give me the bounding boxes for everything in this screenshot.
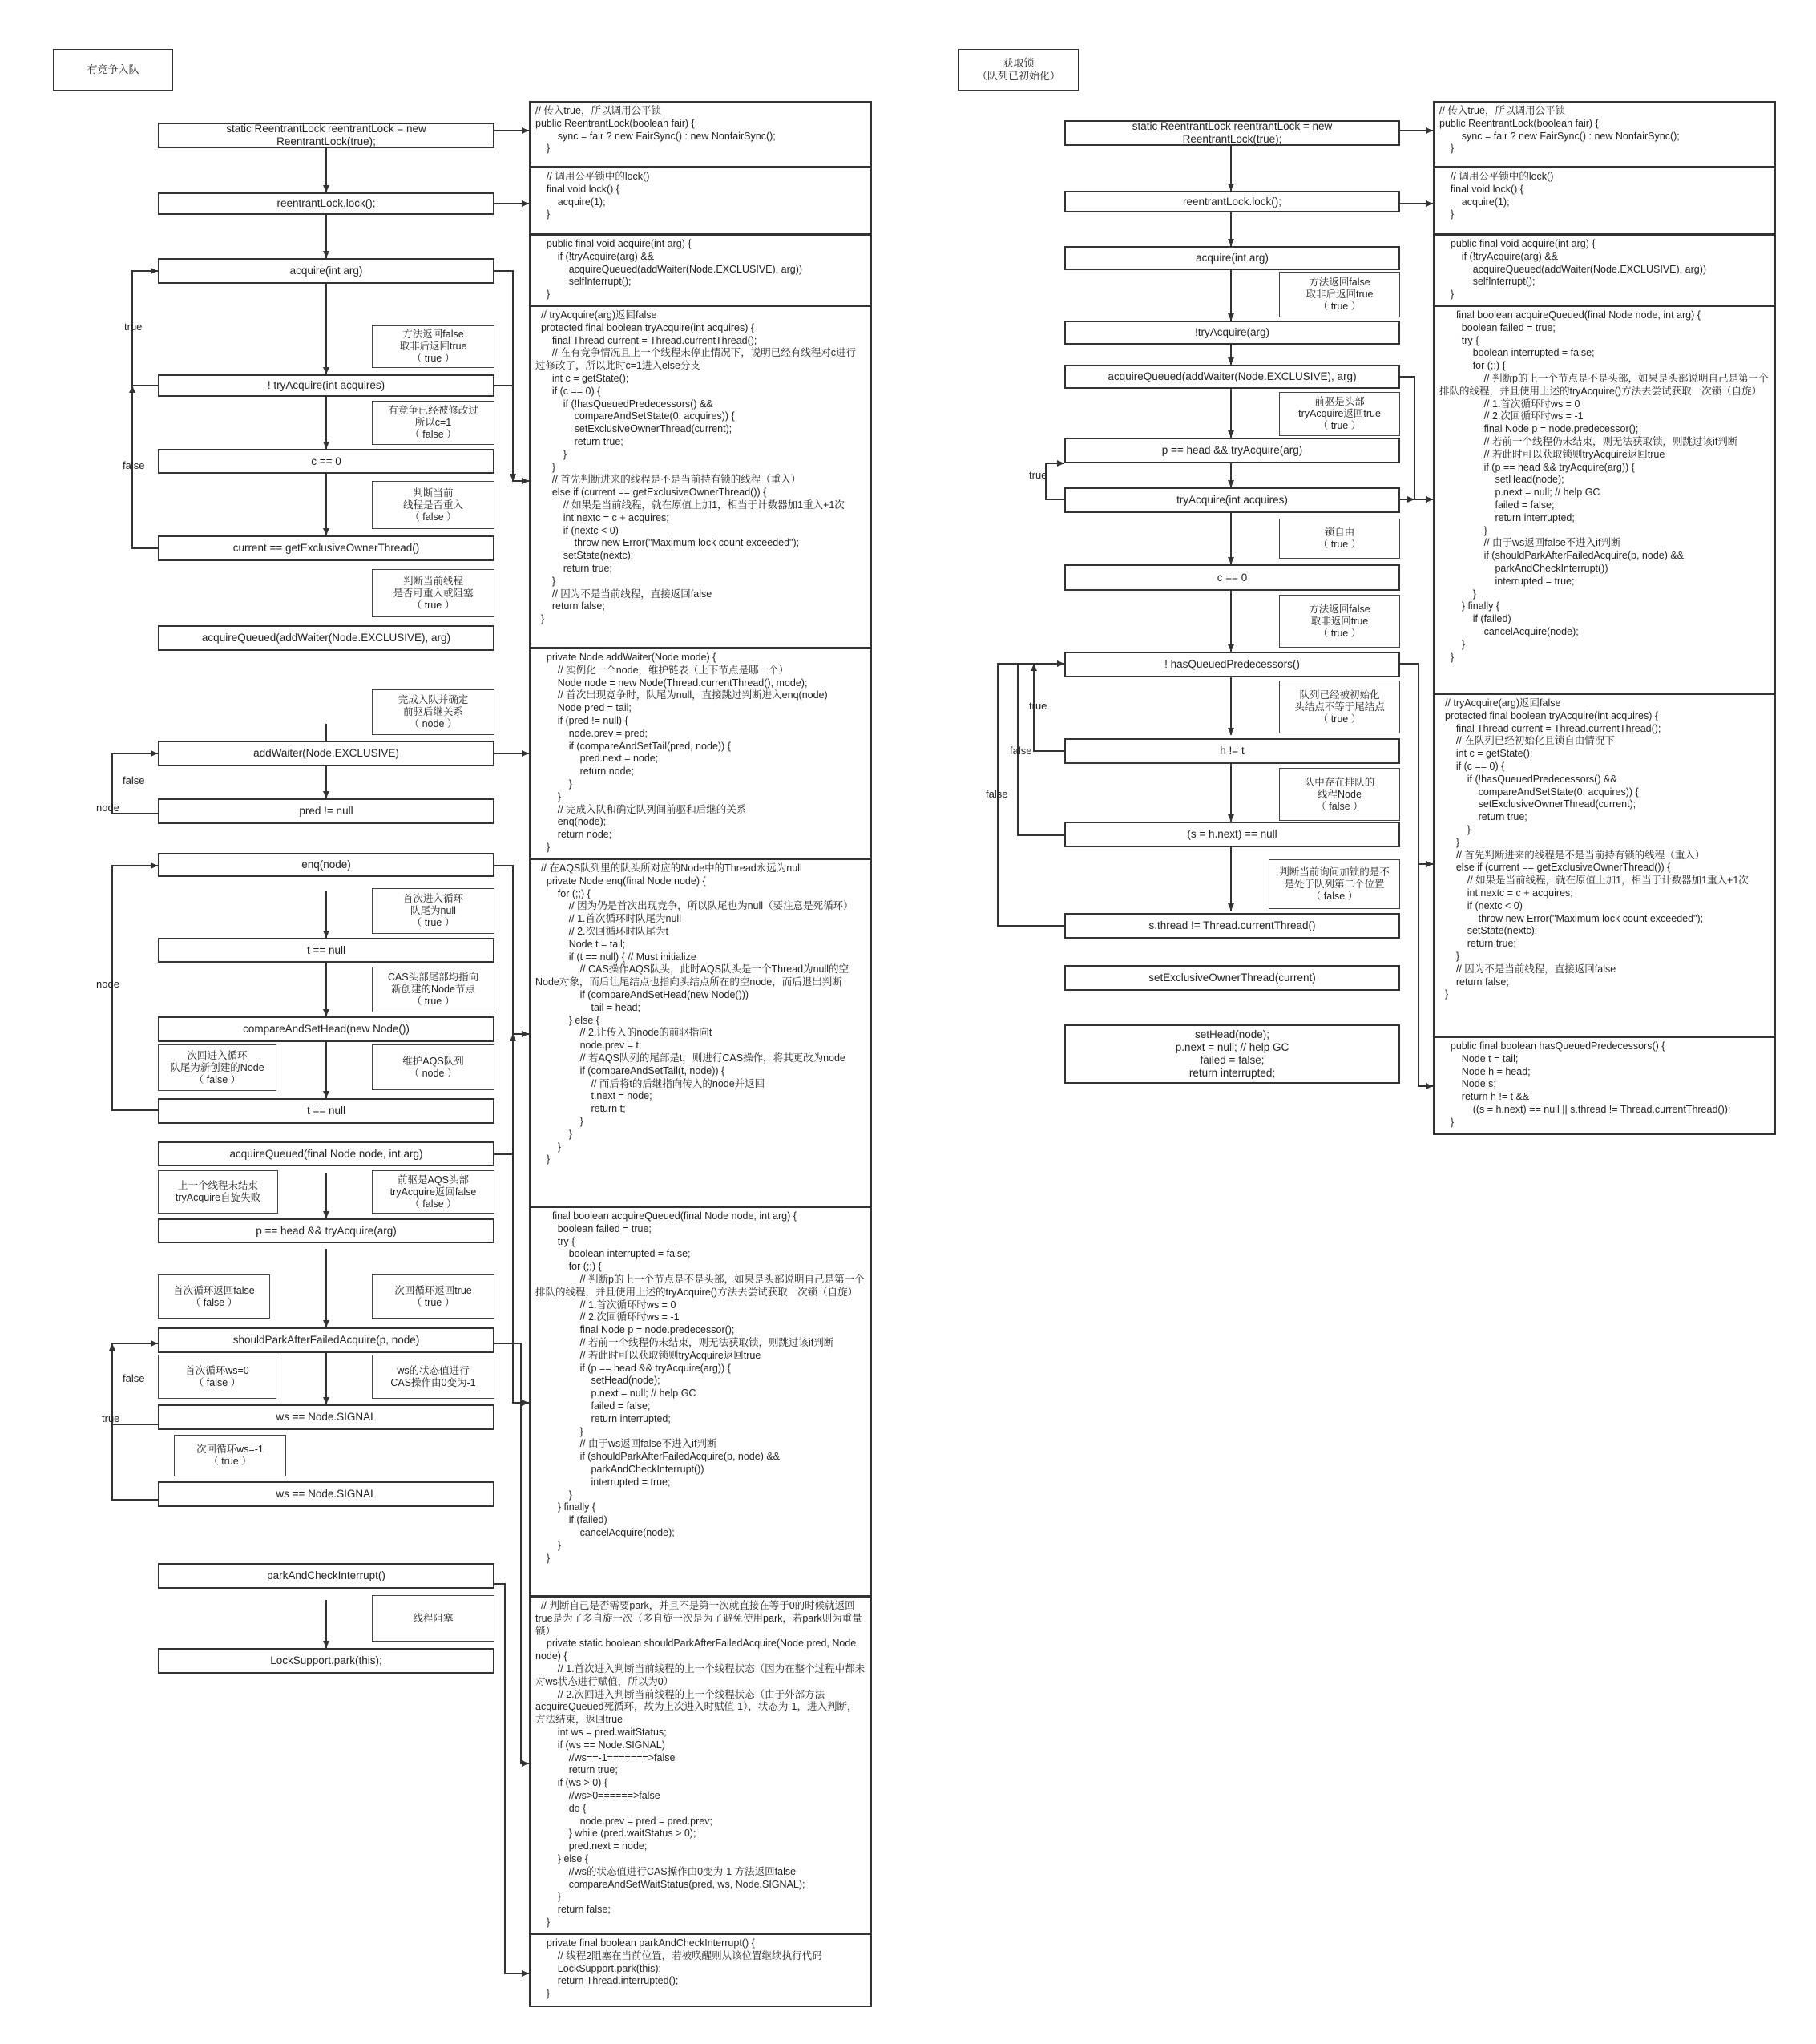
code-should-park: // 判断自己是否需要park，并且不是第一次就直接在等于0的时候就返回true是为了多自旋一次（多自旋一次是为了避免使用park，若park则为重量锁） private static boolean shouldParkAfterFailedAcquire(Node pred, Node node) { // 1.首次进入判断当前线程的上一个线程状态（因为在整个过程中都未对ws状态进行赋值，所以为0） // 2.次回进入判断当前线程的上一个线程状态（由于外部方法acquireQueued死循环，故为上次进入时赋值-1），状态为-1，进入判断，方法结束，返回true int ws = pred.waitStatus; if (ws == Node.SIGNAL) //ws==-1=======>false return true; if (ws > 0) { //ws>0======>false do { node.prev = pred = pred.prev; } while (pred.waitStatus > 0); pred.next = node; } else { //ws的状态值进行CAS操作由0变为-1 方法返回false compareAndSetWaitStatus(pred, ws, Node.SIGNAL); } return false; } xyxy=(529,1596,872,1934)
note-try-acquire-true: 方法返回false 取非后返回true （ true ） xyxy=(372,325,494,368)
ws-signal-node-2: ws == Node.SIGNAL xyxy=(158,1481,494,1507)
label-false: false xyxy=(986,788,1008,800)
t-null-node-1: t == null xyxy=(158,938,494,963)
r-h-not-t-node: h != t xyxy=(1064,738,1400,764)
r-note-queued-thread: 队中存在排队的 线程Node （ false ） xyxy=(1279,768,1400,821)
should-park-node: shouldParkAfterFailedAcquire(p, node) xyxy=(158,1327,494,1353)
note-next-loop: 次回进入循环 队尾为新创建的Node （ false ） xyxy=(158,1044,276,1091)
pred-not-null-node: pred != null xyxy=(158,798,494,824)
note-c-modified: 有竞争已经被修改过 所以c=1 （ false ） xyxy=(372,401,494,445)
r-note-pred-head: 前驱是头部 tryAcquire返回true （ true ） xyxy=(1279,392,1400,436)
c-equals-zero-node: c == 0 xyxy=(158,449,494,474)
code-park-and-check: private final boolean parkAndCheckInterrupt() { // 线程2阻塞在当前位置，若被唤醒则从该位置继续执行代码 LockSupport.park(this); return Thread.interrupted(); } xyxy=(529,1933,872,2007)
lock-node: reentrantLock.lock(); xyxy=(158,192,494,215)
r-acquire-queued-node: acquireQueued(addWaiter(Node.EXCLUSIVE), arg) xyxy=(1064,365,1400,389)
r-c-zero-node: c == 0 xyxy=(1064,564,1400,591)
r-note-queue-init: 队列已经被初始化 头结点不等于尾结点 （ true ） xyxy=(1279,681,1400,733)
note-second-return-true: 次回循环返回true （ true ） xyxy=(372,1274,494,1319)
note-enqueue-done: 完成入队并确定 前驱后继关系 （ node ） xyxy=(372,689,494,735)
enq-node: enq(node) xyxy=(158,853,494,877)
r-not-try-acquire-node: !tryAcquire(arg) xyxy=(1064,321,1400,345)
note-pred-head: 前驱是AQS头部 tryAcquire返回false （ false ） xyxy=(372,1170,494,1214)
label-false: false xyxy=(123,459,145,471)
note-cas-head: CAS头部尾部均指向 新创建的Node节点 （ true ） xyxy=(372,967,494,1012)
r-code-acquire-queued: final boolean acquireQueued(final Node node, int arg) { boolean failed = true; try { boolean interrupted = false; for (;;) { // 判断p的上一个节点是不是头部，如果是头部说明自己是第一个排队的线程，并且使用上述的tryAcquire()方法去尝试获取一次锁（自旋） // 1.首次循环时ws = 0 // 2.次回循环时ws = -1 final Node p = node.predecessor(); // 若前一个线程仍未结束，则无法获取锁，则跳过该if判断 // 若此时可以获取锁则tryAcquire返回true if (p == head && tryAcquire(arg)) { setHead(node); p.next = null; // help GC failed = false; return interrupted; } // 由于ws返回false不进入if判断 if (shouldParkAfterFailedAcquire(p, node) && parkAndCheckInterrupt()) interrupted = true; } } finally { if (failed) cancelAcquire(node); } } xyxy=(1433,305,1776,694)
r-set-head-node: setHead(node); p.next = null; // help GC failed = false; return interrupted; xyxy=(1064,1024,1400,1084)
label-true: true xyxy=(102,1412,120,1424)
r-code-acquire: public final void acquire(int arg) { if (!tryAcquire(arg) && acquireQueued(addWaiter(Node.EXCLUSIVE), arg)) selfInterrupt(); } xyxy=(1433,234,1776,306)
r-code-constructor: // 传入true，所以调用公平锁 public ReentrantLock(boolean fair) { sync = fair ? new FairSync() : new NonfairSync(); } xyxy=(1433,101,1776,168)
r-note-try-acquire: 方法返回false 取非后返回true （ true ） xyxy=(1279,272,1400,317)
left-title: 有竞争入队 xyxy=(53,49,173,91)
reentrantlock-new-node: static ReentrantLock reentrantLock = new ReentrantLock(true); xyxy=(158,123,494,148)
current-owner-node: current == getExclusiveOwnerThread() xyxy=(158,535,494,561)
label-false: false xyxy=(1010,745,1032,757)
note-first-loop: 首次进入循环 队尾为null （ true ） xyxy=(372,888,494,934)
label-false: false xyxy=(123,1372,145,1384)
code-add-waiter: private Node addWaiter(Node mode) { // 实例化一个node，维护链表（上下节点是哪一个） Node node = new Node(Thread.currentThread(), mode); // 首次出现竞争时，队尾为null，直接跳过判断进入enq(node) Node pred = tail; if (pred != null) { node.prev = pred; if (compareAndSetTail(pred, node)) { pred.next = node; return node; } } // 完成入队和确定队列间前驱和后继的关系 enq(node); return node; } xyxy=(529,648,872,859)
note-thread-blocked: 线程阻塞 xyxy=(372,1595,494,1642)
label-true: true xyxy=(1029,469,1047,481)
lock-support-park-node: LockSupport.park(this); xyxy=(158,1648,494,1674)
label-true: true xyxy=(1029,700,1047,712)
add-waiter-node: addWaiter(Node.EXCLUSIVE) xyxy=(158,741,494,766)
note-reentrant-check: 判断当前 线程是否重入 （ false ） xyxy=(372,481,494,529)
label-false: false xyxy=(123,774,145,786)
label-node: node xyxy=(96,978,119,990)
park-and-check-node: parkAndCheckInterrupt() xyxy=(158,1563,494,1589)
code-acquire: public final void acquire(int arg) { if (!tryAcquire(arg) && acquireQueued(addWaiter(Node.EXCLUSIVE), arg)) selfInterrupt(); } xyxy=(529,234,872,306)
note-maintain-queue: 维护AQS队列 （ node ） xyxy=(372,1044,494,1090)
r-code-has-queued-predecessors: public final boolean hasQueuedPredecessors() { Node t = tail; Node h = head; Node s; return h != t && ((s = h.next) == null || s.thread != Thread.currentThread()); } xyxy=(1433,1036,1776,1135)
r-set-exclusive-owner-node: setExclusiveOwnerThread(current) xyxy=(1064,965,1400,991)
r-has-queued-node: ! hasQueuedPredecessors() xyxy=(1064,652,1400,677)
code-lock: // 调用公平锁中的lock() final void lock() { acquire(1); } xyxy=(529,167,872,235)
t-null-node-2: t == null xyxy=(158,1098,494,1124)
acquire-node: acquire(int arg) xyxy=(158,258,494,284)
r-code-try-acquire: // tryAcquire(arg)返回false protected final boolean tryAcquire(int acquires) { final Thread current = Thread.currentThread(); // 在队列已经初始化且锁自由情况下 int c = getState(); if (c == 0) { if (!hasQueuedPredecessors() && compareAndSetState(0, acquires)) { setExclusiveOwnerThread(current); return true; } } // 首先判断进来的线程是不是当前持有锁的线程（重入） else if (current == getExclusiveOwnerThread()) { // 如果是当前线程，就在原值上加1，相当于计数器加1重入+1次 int nextc = c + acquires; if (nextc < 0) throw new Error("Maximum lock count exceeded"); setState(nextc); return true; } // 因为不是当前线程，直接返回false return false; } xyxy=(1433,693,1776,1037)
r-note-second-position: 判断当前询问加锁的是不 是处于队列第二个位置 （ false ） xyxy=(1269,859,1400,909)
ws-signal-node-1: ws == Node.SIGNAL xyxy=(158,1404,494,1430)
compare-and-set-head-node: compareAndSetHead(new Node()) xyxy=(158,1016,494,1042)
r-code-lock: // 调用公平锁中的lock() final void lock() { acquire(1); } xyxy=(1433,167,1776,235)
r-acquire-node: acquire(int arg) xyxy=(1064,246,1400,270)
r-reentrantlock-new-node: static ReentrantLock reentrantLock = new ReentrantLock(true); xyxy=(1064,120,1400,146)
r-lock-node: reentrantLock.lock(); xyxy=(1064,191,1400,212)
note-first-return-false: 首次循环返回false （ false ） xyxy=(158,1274,270,1319)
r-p-head-node: p == head && tryAcquire(arg) xyxy=(1064,438,1400,463)
r-note-has-queued: 方法返回false 取非返回true （ true ） xyxy=(1279,595,1400,648)
note-ws-cas: ws的状态值进行 CAS操作由0变为-1 xyxy=(372,1355,494,1399)
code-try-acquire: // tryAcquire(arg)返回false protected final boolean tryAcquire(int acquires) { final Thread current = Thread.currentThread(); // 在有竞争情况且上一个线程未停止情况下，说明已经有线程对c进行过修改了，所以此时c=1进入else分支 int c = getState(); if (c == 0) { if (!hasQueuedPredecessors() && compareAndSetState(0, acquires)) { setExclusiveOwnerThread(current); return true; } } // 首先判断进来的线程是不是当前持有锁的线程（重入） else if (current == getExclusiveOwnerThread()) { // 如果是当前线程，就在原值上加1，相当于计数器加1重入+1次 int nextc = c + acquires; if (nextc < 0) throw new Error("Maximum lock count exceeded"); setState(nextc); return true; } // 因为不是当前线程，直接返回false return false; } xyxy=(529,305,872,648)
p-head-try-acquire-node: p == head && tryAcquire(arg) xyxy=(158,1218,494,1243)
acquire-queued-def-node: acquireQueued(final Node node, int arg) xyxy=(158,1141,494,1166)
r-try-acquire-node: tryAcquire(int acquires) xyxy=(1064,487,1400,513)
acquire-queued-node: acquireQueued(addWaiter(Node.EXCLUSIVE), arg) xyxy=(158,625,494,651)
note-ws-minus-one: 次回循环ws=-1 （ true ） xyxy=(174,1435,286,1476)
right-title: 获取锁 （队列已初始化） xyxy=(958,49,1079,91)
code-enq: // 在AQS队列里的队头所对应的Node中的Thread永远为null private Node enq(final Node node) { for (;;) { // 因为仍是首次出现竞争，所以队尾也为null（要注意是死循环） // 1.首次循环时队尾为null // 2.次回循环时队尾为t Node t = tail; if (t == null) { // Must initialize // CAS操作AQS队头，此时AQS队头是一个Thread为null的空Node对象，而后让尾结点也指向头结点所在的空node，而后退出判断 if (compareAndSetHead(new Node())) tail = head; } else { // 2.让传入的node的前驱指向t node.prev = t; // 若AQS队列的尾部是t，则进行CAS操作，将其更改为node if (compareAndSetTail(t, node)) { // 而后将t的后继指向传入的node并返回 t.next = node; return t; } } } } xyxy=(529,858,872,1207)
r-note-lock-free: 锁自由 （ true ） xyxy=(1279,519,1400,559)
r-s-thread-node: s.thread != Thread.currentThread() xyxy=(1064,913,1400,939)
note-ws-zero: 首次循环ws=0 （ false ） xyxy=(158,1355,276,1399)
try-acquire-node: ! tryAcquire(int acquires) xyxy=(158,374,494,397)
label-true: true xyxy=(124,321,143,333)
note-block-check: 判断当前线程 是否可重入或阻塞 （ true ） xyxy=(372,569,494,617)
code-acquire-queued: final boolean acquireQueued(final Node node, int arg) { boolean failed = true; try { boolean interrupted = false; for (;;) { // 判断p的上一个节点是不是头部，如果是头部说明自己是第一个排队的线程，并且使用上述的tryAcquire()方法去尝试获取一次锁（自旋） // 1.首次循环时ws = 0 // 2.次回循环时ws = -1 final Node p = node.predecessor(); // 若前一个线程仍未结束，则无法获取锁，则跳过该if判断 // 若此时可以获取锁则tryAcquire返回true if (p == head && tryAcquire(arg)) { setHead(node); p.next = null; // help GC failed = false; return interrupted; } // 由于ws返回false不进入if判断 if (shouldParkAfterFailedAcquire(p, node) && parkAndCheckInterrupt()) interrupted = true; } } finally { if (failed) cancelAcquire(node); } } xyxy=(529,1206,872,1597)
note-spin-fail: 上一个线程未结束 tryAcquire自旋失败 xyxy=(158,1170,278,1214)
code-reentrantlock-constructor: // 传入true，所以调用公平锁 public ReentrantLock(boolean fair) { sync = fair ? new FairSync() : new NonfairSync(); } xyxy=(529,101,872,168)
r-s-next-null-node: (s = h.next) == null xyxy=(1064,822,1400,847)
label-node: node xyxy=(96,802,119,814)
